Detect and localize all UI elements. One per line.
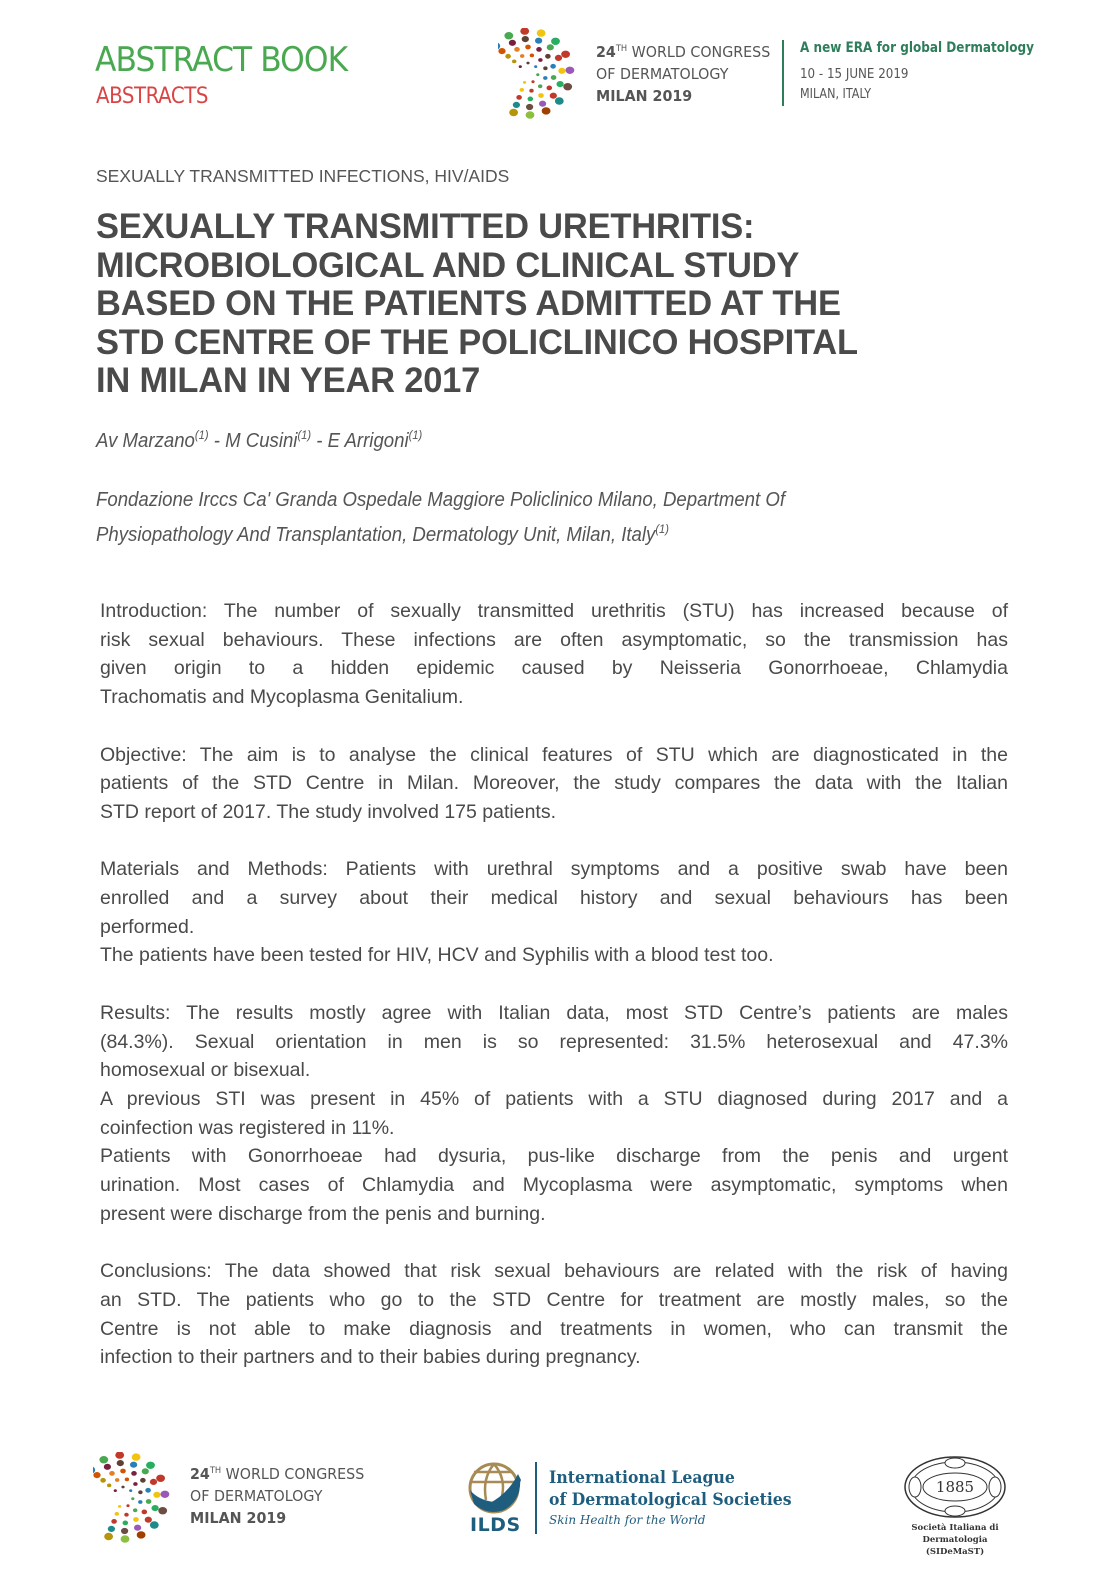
logo-dot <box>525 45 531 50</box>
sidemast-name-line2: (SIDeMaST) <box>925 1547 985 1557</box>
logo-dot <box>516 95 522 100</box>
author-list <box>96 428 422 453</box>
congress-ordinal: 24 <box>596 43 616 62</box>
logo-dot <box>536 47 542 52</box>
logo-dot <box>138 1500 142 1504</box>
body-line: STD report of 2017. The study involved 175 patients. <box>100 800 556 823</box>
logo-dot <box>134 1525 141 1531</box>
ilds-divider <box>535 1462 537 1534</box>
title-line: IN MILAN IN YEAR 2017 <box>96 361 481 400</box>
logo-dot <box>520 88 524 92</box>
section-results <box>100 999 1008 1229</box>
logo-dot <box>538 93 544 98</box>
logo-dot <box>138 1490 142 1494</box>
logo-dot <box>523 81 526 84</box>
title-line: STD CENTRE OF THE POLICLINICO HOSPITAL <box>96 322 858 362</box>
logo-dot <box>509 109 518 116</box>
logo-dot <box>537 29 546 36</box>
title-line: SEXUALLY TRANSMITTED URETHRITIS: <box>96 207 755 246</box>
logo-dot <box>153 1492 160 1498</box>
logo-dot <box>93 1472 100 1478</box>
ilds-name-line1: International League <box>549 1468 735 1487</box>
author-name: M Cusini <box>225 430 298 452</box>
article-title <box>96 208 996 401</box>
logo-dot <box>504 32 513 39</box>
logo-dot <box>121 1486 124 1489</box>
seal-year: 1885 <box>935 1478 975 1496</box>
body-line: homosexual or bisexual. <box>100 1059 311 1082</box>
logo-dot <box>535 38 542 44</box>
logo-dot <box>550 64 556 69</box>
logo-dot <box>115 1478 119 1482</box>
logo-dot <box>514 47 520 52</box>
author-affiliation-mark: (1) <box>194 428 209 442</box>
section-materials-methods <box>100 855 1008 970</box>
footer-congress-dots-logo-icon <box>93 1452 178 1547</box>
logo-dot <box>131 1497 134 1500</box>
body-line: Materials and Methods: Patients with urethral symptoms and a positive swab have been <box>100 858 1008 881</box>
author-affiliation-mark: (1) <box>297 428 312 442</box>
logo-dot <box>111 1519 117 1524</box>
logo-dot <box>132 1453 141 1460</box>
logo-dot <box>109 1471 115 1476</box>
logo-dot <box>519 65 522 68</box>
abstracts-subtitle: ABSTRACTS <box>96 84 209 109</box>
logo-dot <box>150 1479 157 1485</box>
logo-dot <box>505 54 511 59</box>
logo-dot <box>563 83 572 90</box>
logo-dot <box>117 1460 124 1466</box>
sidemast-seal-icon <box>903 1455 1007 1519</box>
logo-dot <box>142 1510 148 1515</box>
logo-dot <box>142 1468 149 1474</box>
logo-dot <box>531 80 534 83</box>
section-conclusions <box>100 1257 1008 1372</box>
logo-dot <box>534 65 537 68</box>
logo-dot <box>545 54 551 59</box>
logo-dot <box>131 1471 137 1476</box>
body-line: infection to their partners and to their babies during pregnancy. <box>100 1346 641 1369</box>
sidemast-name-line1: Società Italiana di Dermatologia <box>911 1523 999 1545</box>
footer-congress-line1: WORLD CONGRESS <box>225 1465 365 1484</box>
sidemast-name <box>880 1522 1030 1558</box>
logo-dot <box>125 1478 129 1482</box>
ilds-name-line2: of Dermatological Societies <box>549 1490 792 1509</box>
logo-dot <box>121 1535 130 1542</box>
logo-dot <box>129 1489 132 1492</box>
logo-dot <box>557 81 564 87</box>
body-line: coinfection was registered in 11%. <box>100 1116 395 1139</box>
logo-dot <box>145 1488 151 1493</box>
logo-dot <box>538 58 542 62</box>
logo-dot <box>100 1478 106 1483</box>
logo-dot <box>99 1456 108 1463</box>
logo-dot <box>509 40 516 46</box>
ilds-globe-icon <box>468 1460 524 1516</box>
body-line: an STD. The patients who go to the STD Centre for treatment are mostly males, so the <box>100 1288 1008 1311</box>
logo-dot <box>123 1521 129 1526</box>
body-line: Patients with Gonorrhoeae had dysuria, pus-like discharge from the penis and urgent <box>100 1145 1008 1168</box>
logo-dot <box>528 97 534 102</box>
logo-dot <box>566 67 575 74</box>
logo-dot <box>161 1491 170 1498</box>
footer-congress-line2: OF DERMATOLOGY <box>190 1487 323 1506</box>
congress-dates: 10 - 15 JUNE 2019 <box>800 66 909 82</box>
logo-dot <box>561 51 570 58</box>
affiliation <box>96 486 1016 550</box>
body-line: Objective: The aim is to analyse the clinical features of STU which are diagnosticated in the <box>100 743 1008 766</box>
logo-dot <box>108 1526 115 1532</box>
body-line: Results: The results mostly agree with Italian data, most STD Centre’s patients are males <box>100 1001 1008 1024</box>
footer-congress-ordinal: 24 <box>190 1465 210 1484</box>
footer-congress-ordinal-suffix: TH <box>209 1466 222 1476</box>
logo-dot <box>104 1533 113 1540</box>
logo-dot <box>130 1462 137 1468</box>
congress-line1: WORLD CONGRESS <box>631 43 771 62</box>
body-line: patients of the STD Centre in Milan. Moreover, the study compares the data with the Italian <box>100 772 1008 795</box>
footer-congress-line3: MILAN 2019 <box>190 1509 287 1528</box>
body-line: The patients have been tested for HIV, HCV and Syphilis with a blood test too. <box>100 944 774 967</box>
body-line: performed. <box>100 915 195 938</box>
logo-dot <box>133 1482 137 1486</box>
author-affiliation-mark: (1) <box>408 428 423 442</box>
logo-dot <box>137 1531 146 1538</box>
logo-dot <box>551 75 557 80</box>
congress-tagline: A new ERA for global Dermatology <box>800 40 1034 56</box>
body-line: A previous STI was present in 45% of patients with a STU diagnosed during 2017 and a <box>100 1087 1008 1110</box>
logo-dot <box>114 1489 117 1492</box>
title-line: MICROBIOLOGICAL AND CLINICAL STUDY <box>96 245 800 285</box>
logo-dot <box>133 1508 137 1512</box>
logo-dot <box>124 1513 128 1517</box>
body-line: Trachomatis and Mycoplasma Genitalium. <box>100 686 464 709</box>
logo-dot <box>158 1507 167 1514</box>
abstract-body <box>100 597 1008 1401</box>
logo-dot <box>93 1466 95 1473</box>
logo-dot <box>555 55 562 61</box>
logo-dot <box>107 1484 111 1488</box>
article-category: SEXUALLY TRANSMITTED INFECTIONS, HIV/AIDS <box>96 166 510 186</box>
logo-dot <box>550 93 557 99</box>
footer-congress-name <box>190 1460 364 1529</box>
affiliation-line: Physiopathology And Transplantation, Dermatology Unit, Milan, Italy <box>96 524 656 546</box>
logo-dot <box>498 42 500 49</box>
section-objective <box>100 741 1008 827</box>
logo-dot <box>156 1475 165 1482</box>
logo-dot <box>530 54 534 58</box>
congress-line2: OF DERMATOLOGY <box>596 65 729 84</box>
logo-dot <box>520 54 524 58</box>
body-line: risk sexual behaviours. These infections are often asymptomatic, so the transmission has <box>100 628 1008 651</box>
logo-dot <box>513 102 520 108</box>
logo-dot <box>140 1478 146 1483</box>
logo-dot <box>538 84 542 88</box>
affiliation-mark: (1) <box>655 522 669 536</box>
logo-dot <box>536 73 539 76</box>
logo-dot <box>547 86 553 91</box>
body-line: Introduction: The number of sexually transmitted urethritis (STU) has increased because of <box>100 600 1008 622</box>
logo-dot <box>520 28 529 35</box>
logo-dot <box>522 36 529 42</box>
logo-dot <box>133 1517 139 1522</box>
congress-place: MILAN, ITALY <box>800 87 872 102</box>
logo-dot <box>118 1505 121 1508</box>
logo-dot <box>543 76 547 80</box>
logo-dot <box>555 97 564 104</box>
congress-ordinal-suffix: TH <box>615 44 628 54</box>
logo-dot <box>104 1464 111 1470</box>
logo-dot <box>146 1499 152 1504</box>
logo-dot <box>121 1528 128 1534</box>
logo-dot <box>526 104 533 110</box>
logo-dot <box>120 1469 126 1474</box>
header-divider <box>782 40 784 106</box>
title-line: BASED ON THE PATIENTS ADMITTED AT THE <box>96 284 841 323</box>
body-line: present were discharge from the penis and burning. <box>100 1202 546 1225</box>
logo-dot <box>146 1462 155 1469</box>
body-line: given origin to a hidden epidemic caused by Neisseria Gonorrhoeae, Chlamydia <box>100 657 1008 680</box>
logo-dot <box>498 48 505 54</box>
logo-dot <box>558 68 565 74</box>
logo-dot <box>145 1517 152 1523</box>
logo-dot <box>547 44 554 50</box>
body-line: Conclusions: The data showed that risk sexual behaviours are related with the risk of having <box>100 1260 1008 1283</box>
logo-dot <box>150 1521 159 1528</box>
ilds-tagline: Skin Health for the World <box>549 1513 706 1527</box>
section-introduction <box>100 597 1008 712</box>
congress-line3: MILAN 2019 <box>596 87 693 106</box>
logo-dot <box>526 62 529 65</box>
logo-dot <box>551 38 560 45</box>
logo-dot <box>115 1512 119 1516</box>
logo-dot <box>526 111 535 118</box>
logo-dot <box>512 60 516 64</box>
body-line: (84.3%). Sexual orientation in men is so represented: 31.5% heterosexual and 47.3% <box>100 1030 1008 1053</box>
author-name: Av Marzano <box>96 430 195 452</box>
logo-dot <box>115 1452 124 1459</box>
logo-dot <box>529 89 533 93</box>
abstract-book-title: ABSTRACT BOOK <box>95 40 348 80</box>
congress-dots-logo-icon <box>498 28 583 123</box>
body-line: urination. Most cases of Chlamydia and Mycoplasma were asymptomatic, symptoms when <box>100 1174 1008 1197</box>
body-line: Centre is not able to make diagnosis and treatments in women, who can transmit the <box>100 1317 1008 1340</box>
logo-dot <box>152 1505 159 1511</box>
ilds-name <box>549 1467 792 1511</box>
logo-dot <box>126 1504 129 1507</box>
logo-dot <box>543 66 547 70</box>
logo-dot <box>539 101 546 107</box>
body-line: enrolled and a survey about their medical history and sexual behaviours has been <box>100 887 1008 909</box>
author-separator: - <box>208 430 226 452</box>
affiliation-line: Fondazione Irccs Ca' Granda Ospedale Maggiore Policlinico Milano, Department Of <box>96 489 785 511</box>
congress-name <box>596 38 770 107</box>
author-separator: - <box>311 430 328 452</box>
logo-dot <box>542 107 551 114</box>
author-name: E Arrigoni <box>327 430 409 452</box>
ilds-acronym: ILDS <box>470 1514 521 1536</box>
